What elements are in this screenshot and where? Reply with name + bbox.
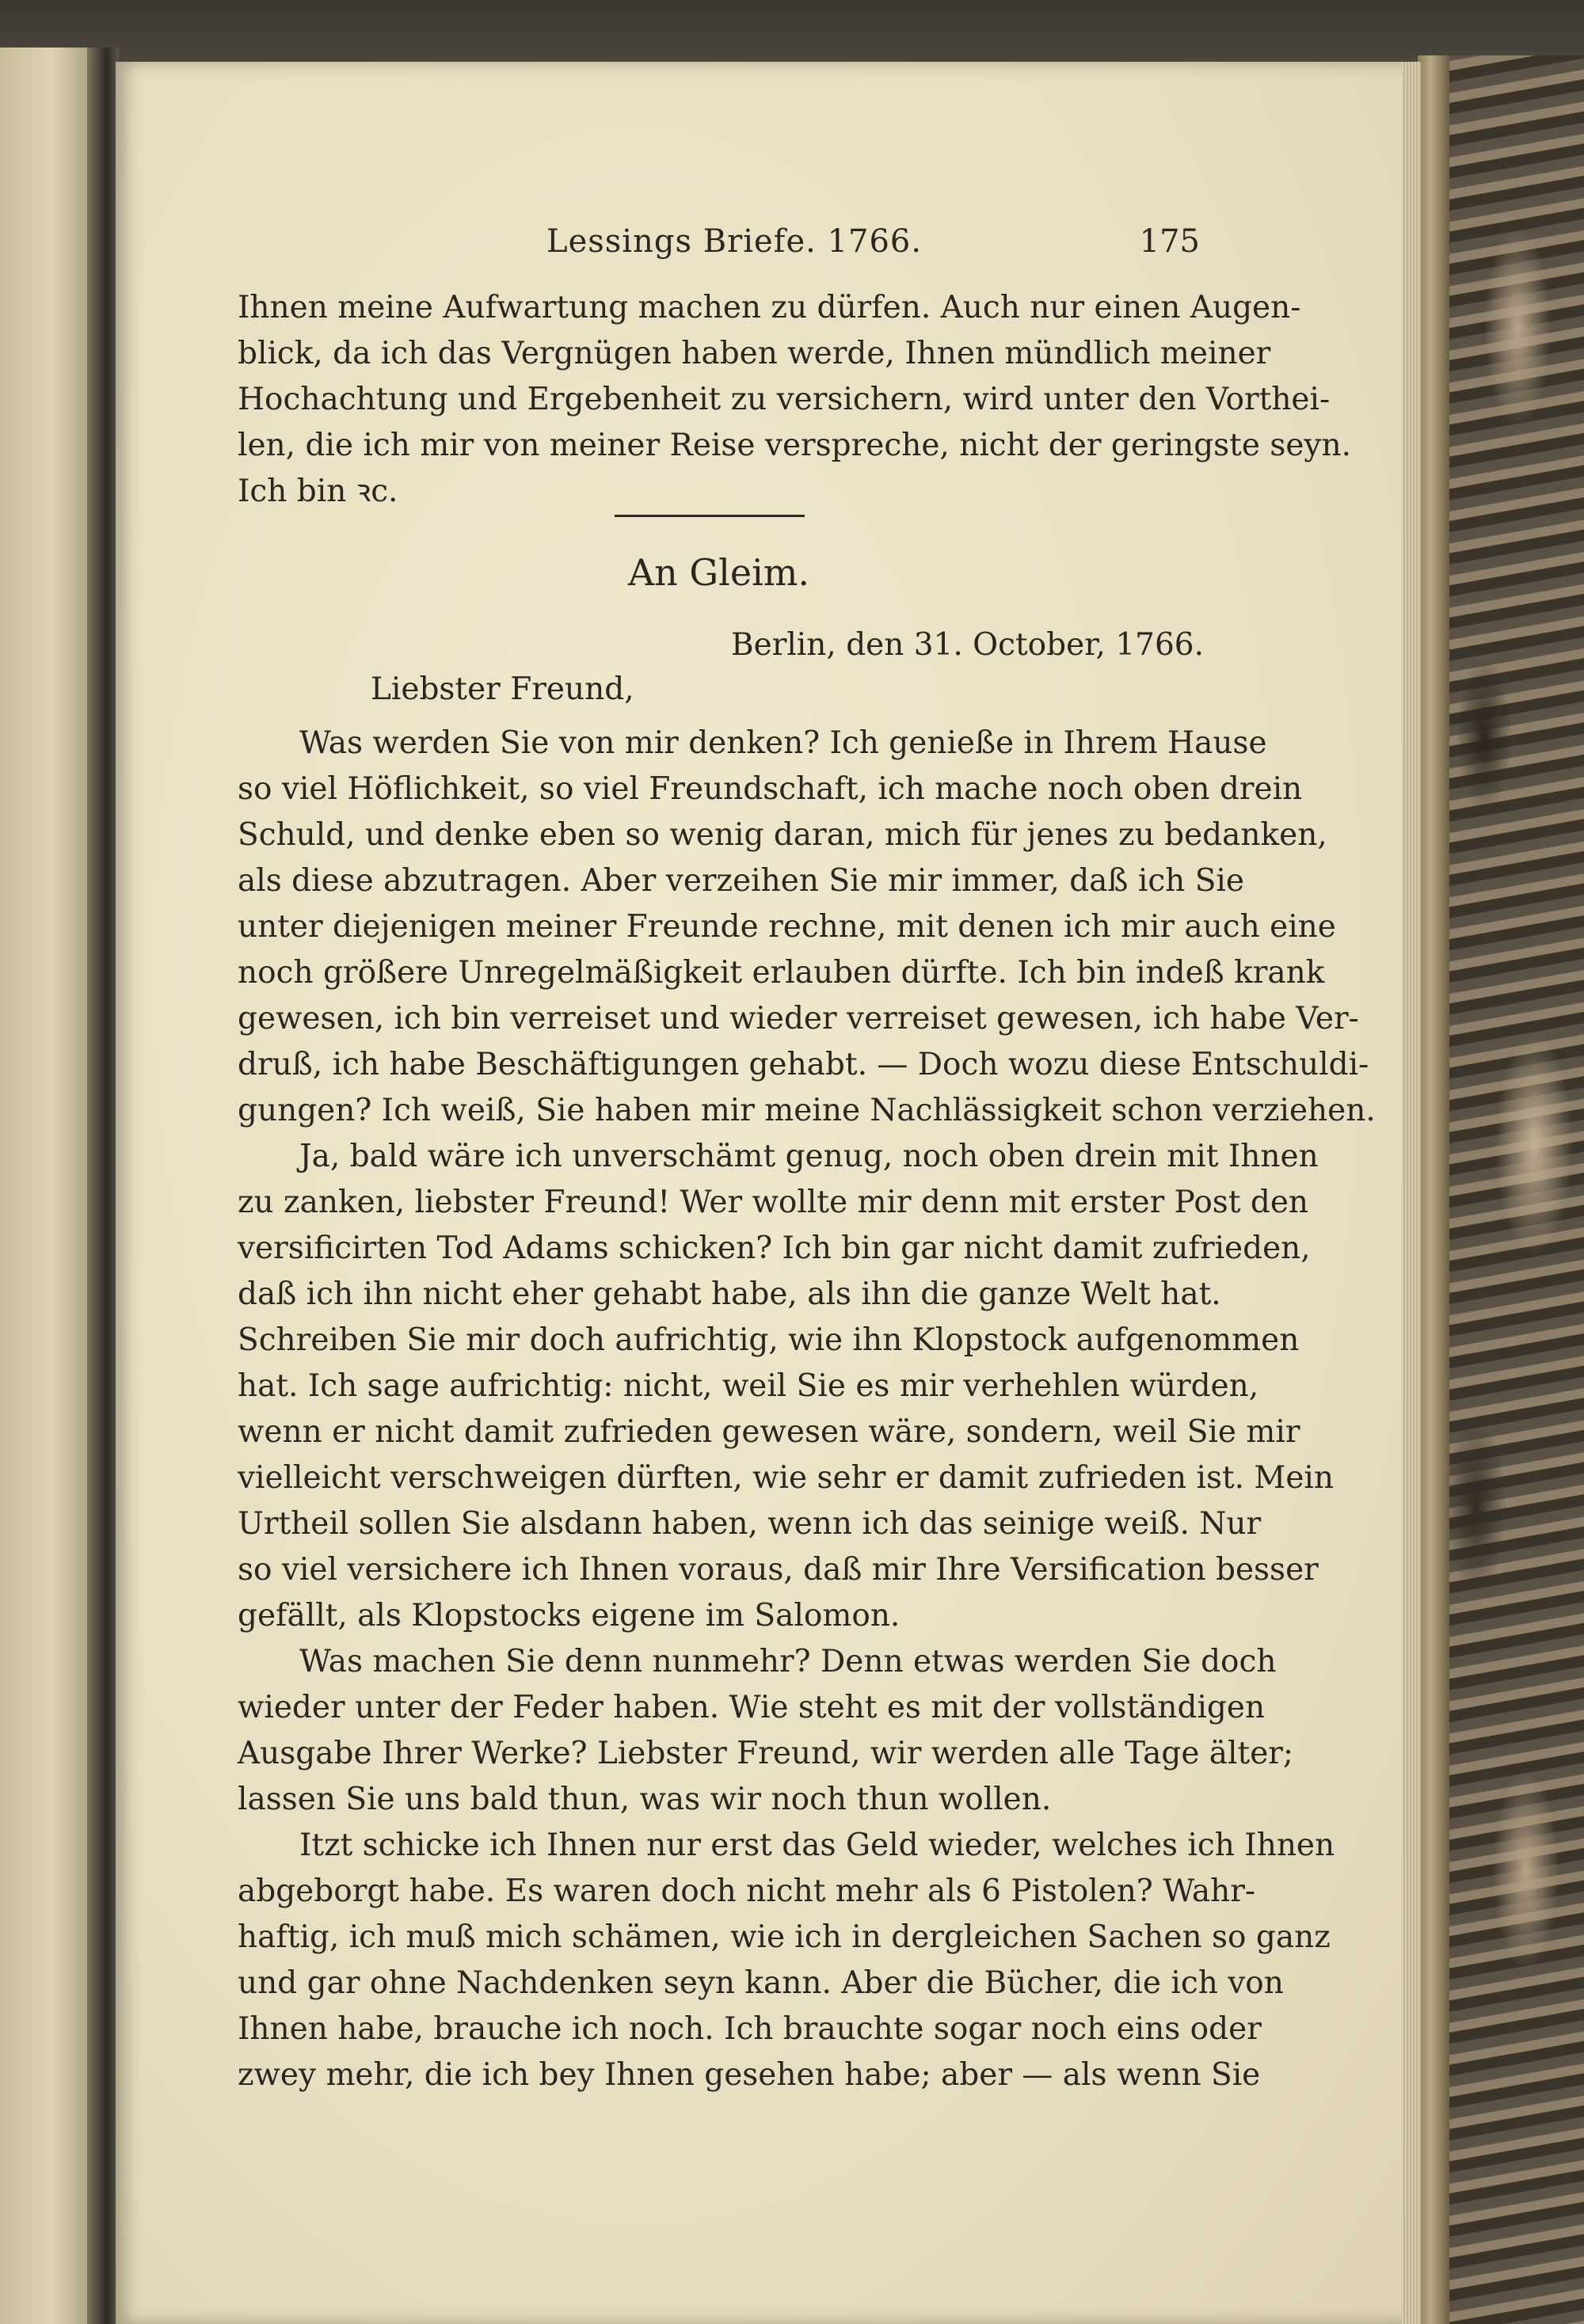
text-line: druß, ich habe Beschäftigungen gehabt. — Doch wozu diese Entschuldi- xyxy=(238,1047,1369,1082)
text-line: Was machen Sie denn nunmehr? Denn etwas werden Sie doch xyxy=(299,1644,1277,1679)
text-line: Ihnen habe, brauche ich noch. Ich brauchte sogar noch eins oder xyxy=(238,2011,1262,2047)
text-block-continuation xyxy=(238,285,1351,515)
text-line: daß ich ihn nicht eher gehabt habe, als ihn die ganze Welt hat. xyxy=(238,1276,1221,1312)
text-line: so viel Höflichkeit, so viel Freundschaft, ich mache noch oben drein xyxy=(238,771,1303,807)
text-line: als diese abzutragen. Aber verzeihen Sie mir immer, daß ich Sie xyxy=(238,863,1244,899)
text-line: vielleicht verschweigen dürften, wie sehr er damit zufrieden ist. Mein xyxy=(238,1460,1335,1496)
text-line: lassen Sie uns bald thun, was wir noch thun wollen. xyxy=(238,1782,1052,1817)
letter-body xyxy=(238,721,1376,2098)
text-line: haftig, ich muß mich schämen, wie ich in dergleichen Sachen so ganz xyxy=(238,1919,1331,1955)
text-line: Urtheil sollen Sie alsdann haben, wenn ich das seinige weiß. Nur xyxy=(238,1506,1262,1542)
page-number: 175 xyxy=(1139,223,1200,260)
text-line: so viel versichere ich Ihnen voraus, daß mir Ihre Versification besser xyxy=(238,1552,1319,1588)
text-line: Schreiben Sie mir doch aufrichtig, wie ihn Klopstock aufgenommen xyxy=(238,1322,1300,1358)
text-line: versificirten Tod Adams schicken? Ich bin gar nicht damit zufrieden, xyxy=(238,1230,1311,1266)
section-divider xyxy=(615,515,805,517)
text-line: blick, da ich das Vergnügen haben werde, Ihnen mündlich meiner xyxy=(238,336,1271,371)
text-line: noch größere Unregelmäßigkeit erlauben dürfte. Ich bin indeß krank xyxy=(238,955,1325,991)
running-title: Lessings Briefe. 1766. xyxy=(546,223,923,260)
text-line: Itzt schicke ich Ihnen nur erst das Geld wieder, welches ich Ihnen xyxy=(299,1828,1335,1863)
text-line: Schuld, und denke eben so wenig daran, mich für jenes zu bedanken, xyxy=(238,817,1327,853)
text-line: gungen? Ich weiß, Sie haben mir meine Nachlässigkeit schon verziehen. xyxy=(238,1093,1376,1128)
text-line: Ich bin ꝛc. xyxy=(238,474,398,509)
text-line: Was werden Sie von mir denken? Ich genieße in Ihrem Hause xyxy=(299,725,1267,761)
text-line: zwey mehr, die ich bey Ihnen gesehen habe; aber — als wenn Sie xyxy=(238,2057,1261,2093)
text-line: Ja, bald wäre ich unverschämt genug, noch oben drein mit Ihnen xyxy=(299,1139,1319,1174)
page-stack-edge xyxy=(1402,62,1421,2324)
text-line: Ihnen meine Aufwartung machen zu dürfen. Auch nur einen Augen- xyxy=(238,290,1301,325)
text-line: abgeborgt habe. Es waren doch nicht mehr als 6 Pistolen? Wahr- xyxy=(238,1873,1256,1909)
page-header xyxy=(238,223,1200,271)
text-line: len, die ich mir von meiner Reise verspreche, nicht der geringste seyn. xyxy=(238,428,1351,463)
cover-edge xyxy=(1418,55,1449,2324)
text-line: wenn er nicht damit zufrieden gewesen wäre, sondern, weil Sie mir xyxy=(238,1414,1300,1450)
text-line: gewesen, ich bin verreiset und wieder verreiset gewesen, ich habe Ver- xyxy=(238,1001,1359,1036)
text-line: wieder unter der Feder haben. Wie steht es mit der vollständigen xyxy=(238,1690,1266,1725)
text-line: Hochachtung und Ergebenheit zu versichern, wird unter den Vorthei- xyxy=(238,382,1331,417)
letter-salutation: Liebster Freund, xyxy=(371,671,634,707)
text-line: und gar ohne Nachdenken seyn kann. Aber die Bücher, die ich von xyxy=(238,1965,1284,2001)
letter-heading: An Gleim. xyxy=(627,551,810,594)
previous-page-edge xyxy=(0,48,95,2324)
text-line: unter diejenigen meiner Freunde rechne, mit denen ich mir auch eine xyxy=(238,909,1336,945)
letter-dateline: Berlin, den 31. October, 1766. xyxy=(730,627,1204,663)
book-gutter xyxy=(87,48,119,2324)
text-line: gefällt, als Klopstocks eigene im Salomon. xyxy=(238,1598,901,1634)
text-line: Ausgabe Ihrer Werke? Liebster Freund, wir werden alle Tage älter; xyxy=(238,1736,1294,1771)
text-line: zu zanken, liebster Freund! Wer wollte mir denn mit erster Post den xyxy=(238,1185,1309,1220)
text-line: hat. Ich sage aufrichtig: nicht, weil Sie es mir verhehlen würden, xyxy=(238,1368,1259,1404)
